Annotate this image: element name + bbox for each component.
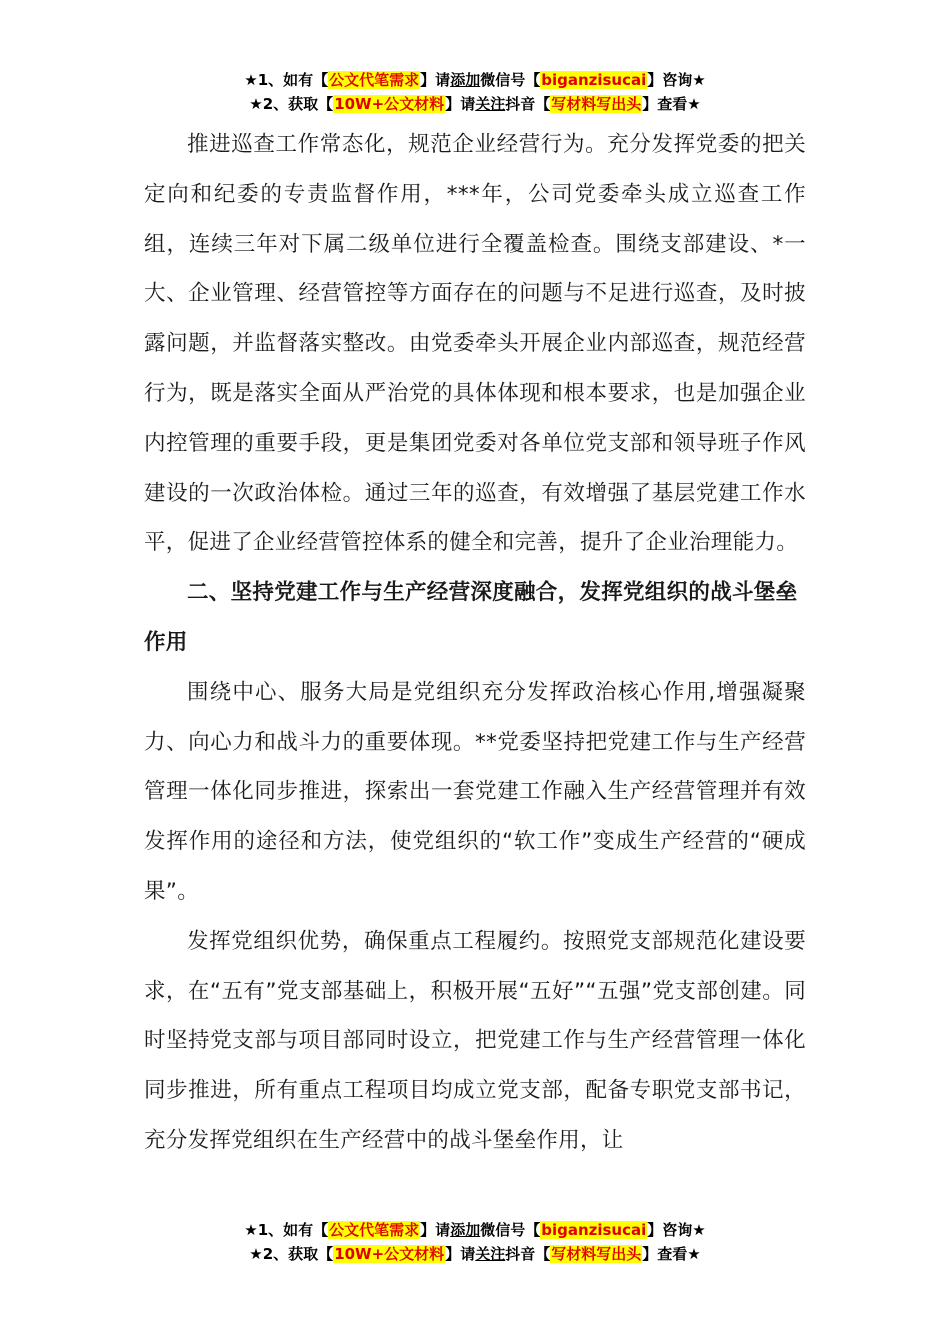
- highlight-service: 公文代笔需求: [329, 71, 420, 89]
- highlight-materials: 10W+公文材料: [334, 95, 445, 113]
- promo-text: 微信号【: [480, 71, 541, 89]
- underlined-text: 关注: [475, 95, 506, 113]
- highlight-wechat-id: biganzisucai: [541, 71, 647, 89]
- promo-text: 抖音【: [505, 95, 551, 113]
- section-heading: 二、坚持党建工作与生产经营深度融合，发挥党组织的战斗堡垒作用: [144, 580, 798, 655]
- promo-text: ★2、获取【: [249, 95, 334, 113]
- promo-line-1: [0, 68, 950, 92]
- document-body: [144, 120, 806, 1166]
- highlight-service: 公文代笔需求: [329, 1221, 420, 1239]
- paragraph-key-projects: 发挥党组织优势，确保重点工程履约。按照党支部规范化建设要求，在“五有”党支部基础上，积极开展“五好”“五强”党支部创建。同时坚持党支部与项目部同时设立，把党建工作与生产经营管理一体化同步推进，所有重点工程项目均成立党支部，配备专职党支部书记，充分发挥党组织在生产经营中的战斗堡垒作用，让: [144, 928, 806, 1153]
- promo-text: 】咨询★: [647, 71, 706, 89]
- promo-text: ★1、如有【: [244, 71, 329, 89]
- paragraph-integration: 围绕中心、服务大局是党组织充分发挥政治核心作用,增强凝聚力、向心力和战斗力的重要体现。**党委坚持把党建工作与生产经营管理一体化同步推进，探索出一套党建工作融入生产经营管理并有效发挥作用的途径和方法，使党组织的“软工作”变成生产经营的“硬成果”。: [144, 679, 806, 904]
- highlight-douyin-account: 写材料写出头: [551, 1245, 642, 1263]
- promo-text: ★2、获取【: [249, 1245, 334, 1263]
- promo-text: 微信号【: [480, 1221, 541, 1239]
- highlight-douyin-account: 写材料写出头: [551, 95, 642, 113]
- highlight-wechat-id: biganzisucai: [541, 1221, 647, 1239]
- promo-text: 】查看★: [642, 95, 701, 113]
- promo-text: 】请: [445, 95, 476, 113]
- highlight-materials: 10W+公文材料: [334, 1245, 445, 1263]
- promo-text: ★1、如有【: [244, 1221, 329, 1239]
- underlined-text: 关注: [475, 1245, 506, 1263]
- underlined-text: 添加: [450, 71, 481, 89]
- promo-line-1: [0, 1218, 950, 1242]
- promo-text: 】请: [420, 71, 451, 89]
- promo-text: 】查看★: [642, 1245, 701, 1263]
- promo-banner-top: [0, 68, 950, 116]
- promo-text: 抖音【: [505, 1245, 551, 1263]
- promo-text: 】咨询★: [647, 1221, 706, 1239]
- promo-line-2: [0, 1242, 950, 1266]
- promo-text: 】请: [420, 1221, 451, 1239]
- paragraph-inspection: 推进巡查工作常态化，规范企业经营行为。充分发挥党委的把关定向和纪委的专责监督作用，***年，公司党委牵头成立巡查工作组，连续三年对下属二级单位进行全覆盖检查。围绕支部建设、*一大、企业管理、经营管控等方面存在的问题与不足进行巡查，及时披露问题，并监督落实整改。由党委牵头开展企业内部巡查，规范经营行为，既是落实全面从严治党的具体体现和根本要求，也是加强企业内控管理的重要手段，更是集团党委对各单位党支部和领导班子作风建设的一次政治体检。通过三年的巡查，有效增强了基层党建工作水平，促进了企业经营管控体系的健全和完善，提升了企业治理能力。: [144, 132, 806, 556]
- underlined-text: 添加: [450, 1221, 481, 1239]
- promo-banner-bottom: [0, 1218, 950, 1266]
- promo-line-2: [0, 92, 950, 116]
- promo-text: 】请: [445, 1245, 476, 1263]
